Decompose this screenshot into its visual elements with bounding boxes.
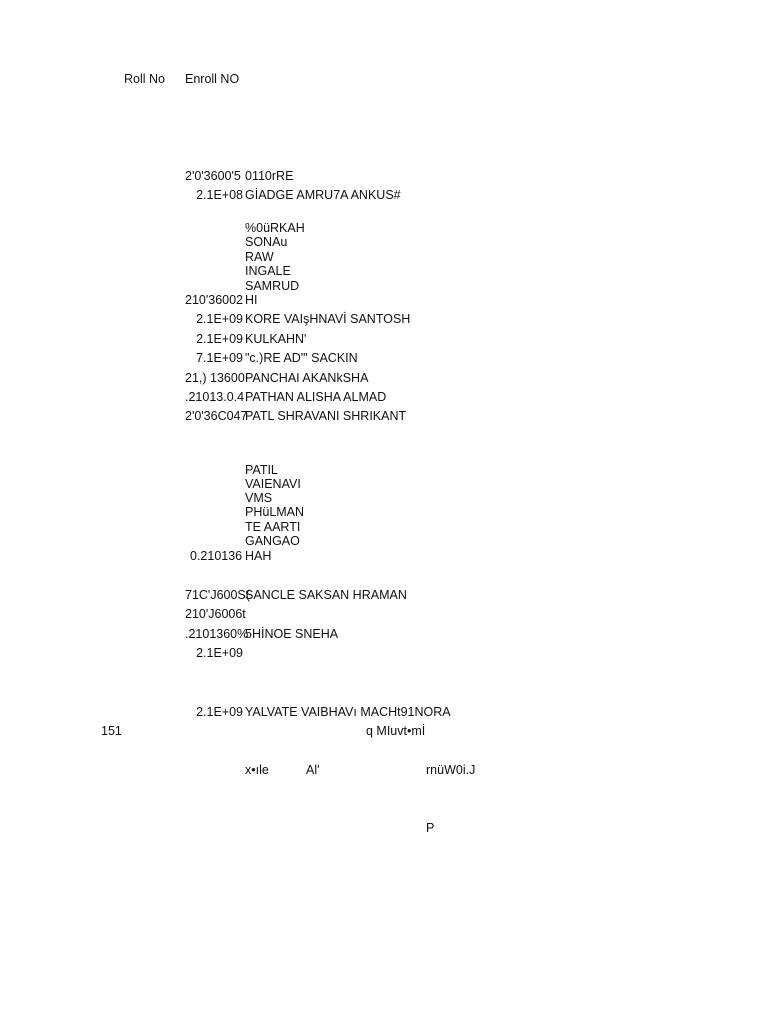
- row-10-name-line-3: VMS: [245, 491, 273, 505]
- row-14-enroll: 2.1E+09: [196, 646, 243, 660]
- footer-signature-text: q MIuvt•mİ: [366, 724, 426, 738]
- row-3-name-line-2: SONAu: [245, 235, 288, 249]
- row-10-name-line-4: PHüLMAN: [245, 505, 305, 519]
- roll-no-header: Roll No: [124, 72, 165, 86]
- row-4-name: KORE VAIşHNAVİ SANTOSH: [245, 312, 411, 326]
- footer-label-c: rnüW0i.J: [426, 763, 476, 777]
- row-8-enroll: .21013.0.4: [185, 390, 245, 404]
- row-10-name-line-2: VAIENAVI: [245, 477, 301, 491]
- footer-roll-number: 151: [101, 724, 122, 738]
- row-3-enroll: 210'36002: [185, 293, 244, 307]
- row-5-enroll: 2.1E+09: [196, 332, 243, 346]
- row-10-name-line-5: TE AARTI: [245, 520, 301, 534]
- row-6-name: "c.)RE AD"' SACKIN: [245, 351, 358, 365]
- row-3-name-line-1: %0üRKAH: [245, 221, 305, 235]
- row-12-enroll: 210'J6006t: [185, 607, 246, 621]
- row-1-enroll: 2'0'3600'5: [185, 169, 241, 183]
- row-10-name-line-6: GANGAO: [245, 534, 300, 548]
- footer-label-b: Al': [306, 763, 320, 777]
- footer-label-p: P: [426, 821, 435, 835]
- row-13-name: 5HİNOE SNEHA: [245, 627, 339, 641]
- row-3-name-line-3: RAW: [245, 250, 274, 264]
- row-9-enroll: 2'0'36C047: [185, 409, 248, 423]
- row-10-name-line-1: PATIL: [245, 463, 278, 477]
- row-3-name-last: HI: [245, 293, 258, 307]
- row-11-enroll: 71C'J600S(: [185, 588, 250, 602]
- row-2-name: GİADGE AMRU7A ANKUS#: [245, 188, 401, 202]
- row-13-enroll: .2101360%: [185, 627, 249, 641]
- row-11-name: SANCLE SAKSAN HRAMAN: [245, 588, 407, 602]
- row-4-enroll: 2.1E+09: [196, 312, 243, 326]
- row-1-name: 0110rRE: [245, 169, 294, 183]
- row-3-name-line-4: INGALE: [245, 264, 291, 278]
- row-10-enroll: 0.210136: [190, 549, 243, 563]
- row-10-name-last: HAH: [245, 549, 272, 563]
- row-9-name: PATL SHRAVANI SHRIKANT: [245, 409, 407, 423]
- row-2-enroll: 2.1E+08: [196, 188, 243, 202]
- row-7-name: PANCHAI AKANkSHA: [245, 371, 369, 385]
- row-6-enroll: 7.1E+09: [196, 351, 243, 365]
- row-5-name: KULKAHN': [245, 332, 307, 346]
- row-15-name: YALVATE VAIBHAVı MACHt91NORA: [245, 705, 451, 719]
- row-7-enroll: 21,) 13600: [185, 371, 245, 385]
- enroll-no-header: Enroll NO: [185, 72, 240, 86]
- row-8-name: PATHAN ALISHA ALMAD: [245, 390, 387, 404]
- row-3-name-line-5: SAMRUD: [245, 279, 300, 293]
- footer-label-a: x•ıle: [245, 763, 269, 777]
- row-15-enroll: 2.1E+09: [196, 705, 243, 719]
